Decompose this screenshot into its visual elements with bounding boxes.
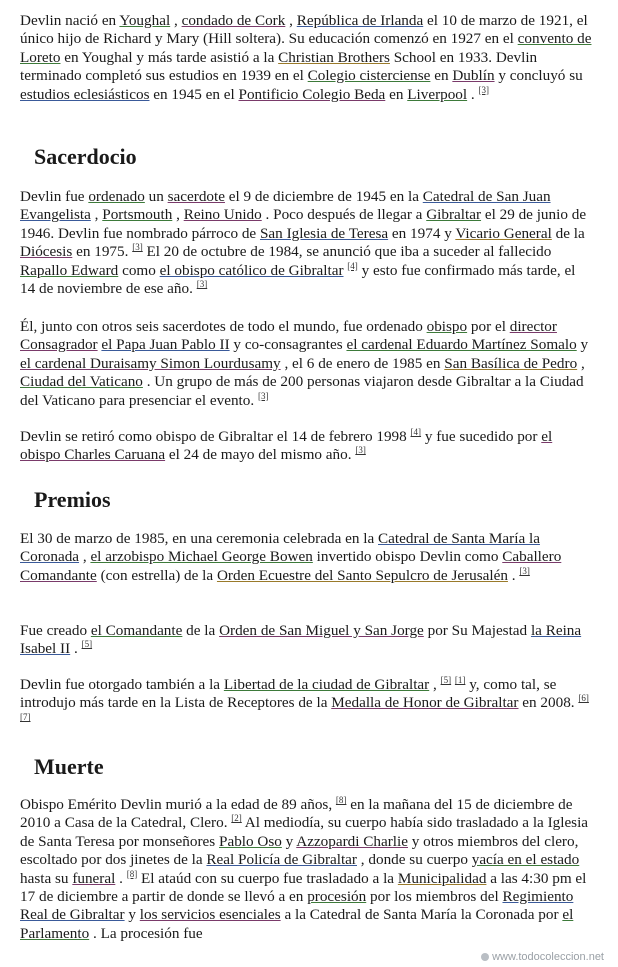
link-reino-unido[interactable]: Reino Unido — [183, 206, 262, 224]
link-convento-de-loreto[interactable]: convento de Loreto — [20, 30, 592, 66]
heading-sacerdocio: Sacerdocio — [34, 144, 137, 169]
link-portsmouth[interactable]: Portsmouth — [102, 206, 173, 224]
link-director-consagrador[interactable]: director Consagrador — [20, 318, 557, 354]
citation-ref[interactable]: [4] — [410, 426, 422, 437]
citation-ref[interactable]: [3] — [257, 390, 269, 401]
citation-ref[interactable]: [3] — [519, 565, 530, 576]
link-colegio-cisterciense[interactable]: Colegio cisterciense — [307, 67, 431, 85]
citation-ref[interactable]: [8] — [335, 794, 347, 805]
link-ordenado[interactable]: ordenado — [88, 188, 145, 205]
watermark-logo-icon — [481, 953, 489, 961]
link-obispo[interactable]: obispo — [426, 318, 468, 335]
link-funeral[interactable]: funeral — [72, 869, 116, 887]
citation-ref[interactable]: [4] — [347, 260, 358, 271]
premios-paragraph-3: Devlin fue otorgado también a la Libertad de la ciudad de Gibraltar , [5] [1] y, como tal, se introdujo más tarde en la Lista de Receptores de la Medalla de Honor de Gibraltar en 2008. [6] [7] — [20, 674, 589, 722]
citation-ref[interactable]: [2] — [231, 813, 242, 824]
citation-ref[interactable]: [1] — [454, 674, 466, 685]
link-caballero-comandante[interactable]: Caballero Comandante — [20, 548, 562, 584]
citation-ref[interactable]: [3] — [196, 278, 208, 289]
link-gibraltar[interactable]: Gibraltar — [426, 206, 482, 224]
link-cardenal-lourdusamy[interactable]: el cardenal Duraisamy Simon Lourdusamy — [20, 354, 281, 372]
link-real-policia-gibraltar[interactable]: Real Policía de Gibraltar — [206, 851, 357, 869]
link-catedral-santa-maria-coronada[interactable]: Catedral de Santa María la Coronada — [20, 530, 540, 566]
citation-ref[interactable]: [3] — [355, 445, 366, 456]
link-liverpool[interactable]: Liverpool — [407, 85, 468, 103]
link-el-parlamento[interactable]: el Parlamento — [20, 906, 574, 942]
link-orden-ecuestre-santo-sepulcro[interactable]: Orden Ecuestre del Santo Sepulcro de Jerusalén — [216, 566, 508, 584]
link-san-iglesia-de-teresa[interactable]: San Iglesia de Teresa — [259, 224, 389, 242]
link-papa-juan-pablo-ii[interactable]: el Papa Juan Pablo II — [101, 336, 230, 354]
link-yacia-en-el-estado[interactable]: yacía en el estado — [471, 851, 580, 869]
watermark: www.todocoleccion.net — [481, 951, 604, 963]
sacerdocio-paragraph-3: Devlin se retiró como obispo de Gibraltar el 14 de febrero 1998 [4] y fue sucedido por el obispo Charles Caruana el 24 de mayo del mismo año. [3] — [20, 426, 553, 464]
link-republica-de-irlanda[interactable]: República de Irlanda — [296, 12, 424, 29]
sacerdocio-paragraph-1: Devlin fue ordenado un sacerdote el 9 de diciembre de 1945 en la Catedral de San Juan Evangelista , Portsmouth , Reino Unido . Poco después de llegar a Gibraltar el 29 de junio de 1946. Devlin fue nombrado párroco de San Iglesia de Teresa en 1974 y Vicario General de la Diócesis en 1975. [3] El 20 de octubre de 1984, se anunció que iba a suceder al fallecido Rapallo Edward como el obispo católico de Gibraltar [4] y esto fue confirmado más tarde, el 14 de noviembre de ese año. [3] — [20, 188, 587, 298]
link-azzopardi-charlie[interactable]: Azzopardi Charlie — [296, 832, 408, 850]
citation-ref[interactable]: [7] — [20, 711, 31, 722]
sacerdocio-paragraph-2: Él, junto con otros seis sacerdotes de todo el mundo, fue ordenado obispo por el director Consagrador el Papa Juan Pablo II y co-consagrantes el cardenal Eduardo Martínez Somalo y el cardenal Duraisamy Simon Lourdusamy , el 6 de enero de 1985 en San Basílica de Pedro , Ciudad del Vaticano . Un grupo de más de 200 personas viajaron desde Gibraltar a la Ciudad del Vaticano para presenciar el evento. [3] — [20, 318, 589, 409]
link-basilica-san-pedro[interactable]: San Basílica de Pedro — [444, 354, 578, 372]
link-christian-brothers[interactable]: Christian Brothers — [278, 48, 390, 66]
link-procesion[interactable]: procesión — [307, 888, 367, 906]
citation-ref[interactable]: [5] — [440, 674, 452, 685]
citation-ref[interactable]: [3] — [478, 84, 490, 95]
muerte-paragraph-1: Obispo Emérito Devlin murió a la edad de 89 años, [8] en la mañana del 15 de diciembre de 2010 a Casa de la Catedral, Clero. [2] Al mediodía, su cuerpo había sido trasladado a la Iglesia de Santa Teresa por monseñores Pablo Oso y Azzopardi Charlie y otros miembros del clero, escoltado por dos jinetes de la Real Policía de Gibraltar , donde su cuerpo yacía en el estado hasta su funeral . [8] El ataúd con su cuerpo fue trasladado a la Municipalidad a las 4:30 pm el 17 de diciembre a partir de donde se llevó a en procesión por los miembros del Regimiento Real de Gibraltar y los servicios esenciales a la Catedral de Santa María la Coronada por el Parlamento . La procesión fue — [20, 794, 589, 942]
link-condado-de-cork[interactable]: condado de Cork — [181, 12, 286, 29]
link-catedral-san-juan-evangelista[interactable]: Catedral de San Juan Evangelista — [20, 188, 551, 224]
heading-muerte: Muerte — [34, 754, 104, 779]
link-obispo-charles-caruana[interactable]: el obispo Charles Caruana — [20, 428, 553, 464]
citation-ref[interactable]: [8] — [126, 868, 138, 879]
citation-ref[interactable]: [6] — [578, 693, 589, 704]
link-regimiento-real-gibraltar[interactable]: Regimiento Real de Gibraltar — [20, 888, 574, 924]
citation-ref[interactable]: [3] — [132, 242, 143, 253]
link-pontificio-colegio-beda[interactable]: Pontificio Colegio Beda — [238, 85, 386, 103]
link-vicario-general[interactable]: Vicario General — [455, 224, 552, 242]
link-youghal[interactable]: Youghal — [119, 12, 171, 29]
link-sacerdote[interactable]: sacerdote — [167, 188, 225, 205]
link-estudios-eclesiasticos[interactable]: estudios eclesiásticos — [20, 85, 150, 103]
premios-paragraph-1: El 30 de marzo de 1985, en una ceremonia celebrada en la Catedral de Santa María la Coronada , el arzobispo Michael George Bowen invertido obispo Devlin como Caballero Comandante (con estrella) de la Orden Ecuestre del Santo Sepulcro de Jerusalén . [3] — [20, 530, 562, 584]
link-servicios-esenciales[interactable]: los servicios esenciales — [139, 906, 281, 924]
intro-paragraph: Devlin nació en Youghal , condado de Cork , República de Irlanda el 10 de marzo de 1921, el único hijo de Richard y Mary (Hill soltera). Su educación comenzó en 1927 en el convento de Loreto en Youghal y más tarde asistió a la Christian Brothers School en 1933. Devlin terminado completó sus estudios en 1939 en el Colegio cisterciense en Dublín y concluyó su estudios eclesiásticos en 1945 en el Pontificio Colegio Beda en Liverpool . [3] — [20, 12, 592, 103]
link-orden-san-miguel-san-jorge[interactable]: Orden de San Miguel y San Jorge — [219, 622, 424, 639]
link-arzobispo-bowen[interactable]: el arzobispo Michael George Bowen — [90, 548, 313, 566]
link-reina-isabel-ii[interactable]: la Reina Isabel II — [20, 622, 582, 658]
link-diocesis[interactable]: Diócesis — [20, 243, 73, 261]
heading-premios: Premios — [34, 487, 111, 512]
link-municipalidad[interactable]: Municipalidad — [397, 869, 487, 887]
link-pablo-oso[interactable]: Pablo Oso — [219, 832, 282, 850]
link-cardenal-martinez-somalo[interactable]: el cardenal Eduardo Martínez Somalo — [346, 336, 577, 354]
link-libertad-ciudad-gibraltar[interactable]: Libertad de la ciudad de Gibraltar — [223, 676, 430, 693]
premios-paragraph-2: Fue creado el Comandante de la Orden de San Miguel y San Jorge por Su Majestad la Reina Isabel II . [5] — [20, 622, 582, 658]
link-rapallo-edward[interactable]: Rapallo Edward — [20, 261, 119, 279]
link-medalla-honor-gibraltar[interactable]: Medalla de Honor de Gibraltar — [331, 694, 519, 712]
link-dublin[interactable]: Dublín — [452, 67, 495, 85]
link-ciudad-del-vaticano[interactable]: Ciudad del Vaticano — [20, 373, 143, 391]
link-obispo-catolico-gibraltar[interactable]: el obispo católico de Gibraltar — [159, 261, 344, 279]
citation-ref[interactable]: [5] — [81, 639, 93, 650]
link-el-comandante[interactable]: el Comandante — [90, 622, 183, 639]
